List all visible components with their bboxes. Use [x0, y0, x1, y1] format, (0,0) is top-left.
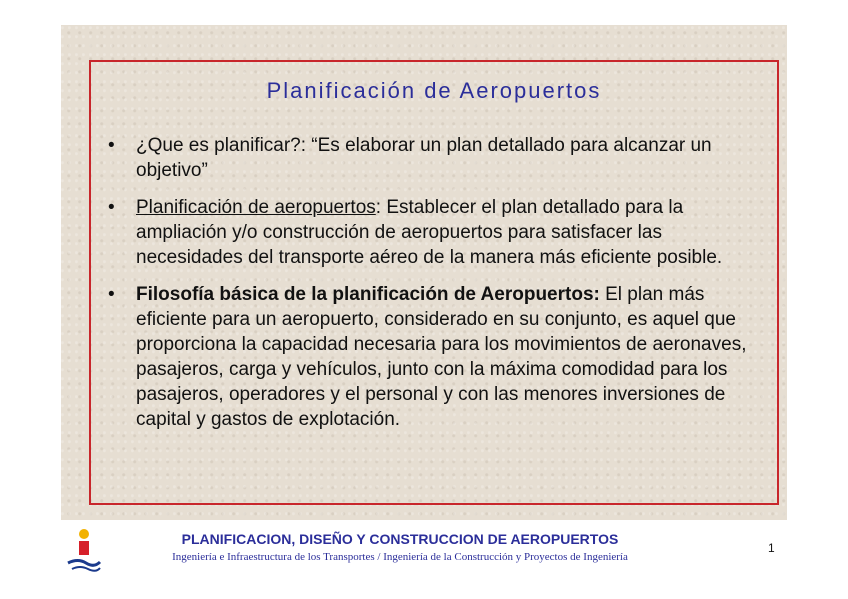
bullet-item-2 [108, 195, 748, 270]
bullet-item-3 [108, 282, 748, 432]
university-logo-icon [66, 528, 102, 572]
slide-title: Planificación de Aeropuertos [266, 78, 602, 103]
bullet-icon: • [108, 197, 115, 218]
page-number: 1 [768, 541, 775, 555]
footer-title: PLANIFICACION, DISEÑO Y CONSTRUCCION DE AEROPUERTOS [181, 531, 619, 547]
bullet-lead: Planificación de aeropuertos [136, 197, 376, 218]
bullet-icon: • [108, 284, 115, 305]
bullet-text: El plan más eficiente para un aeropuerto, considerado en su conjunto, es aquel que proporciona la capacidad necesaria para los movimientos de aeronaves, pasajeros, carga y vehículos, junto con la máxima comodidad para los pasajeros, operadores y el personal y con las menores inversiones de capital y gastos de explotación. [136, 284, 747, 430]
bullet-item-1 [108, 133, 748, 183]
bullet-text: ¿Que es planificar?: “Es elaborar un plan detallado para alcanzar un objetivo” [136, 135, 712, 181]
footer-subtitle: Ingeniería e Infraestructura de los Transportes / Ingeniería de la Construcción y Proyectos de Ingeniería [172, 551, 628, 563]
bullet-icon: • [108, 135, 115, 156]
bullet-list [108, 133, 748, 444]
bullet-text: : Establecer el plan detallado para la ampliación y/o construcción de aeropuertos para satisfacer las necesidades del transporte aéreo de la manera más eficiente posible. [136, 197, 723, 268]
bullet-lead: Filosofía básica de la planificación de Aeropuertos: [136, 284, 600, 305]
